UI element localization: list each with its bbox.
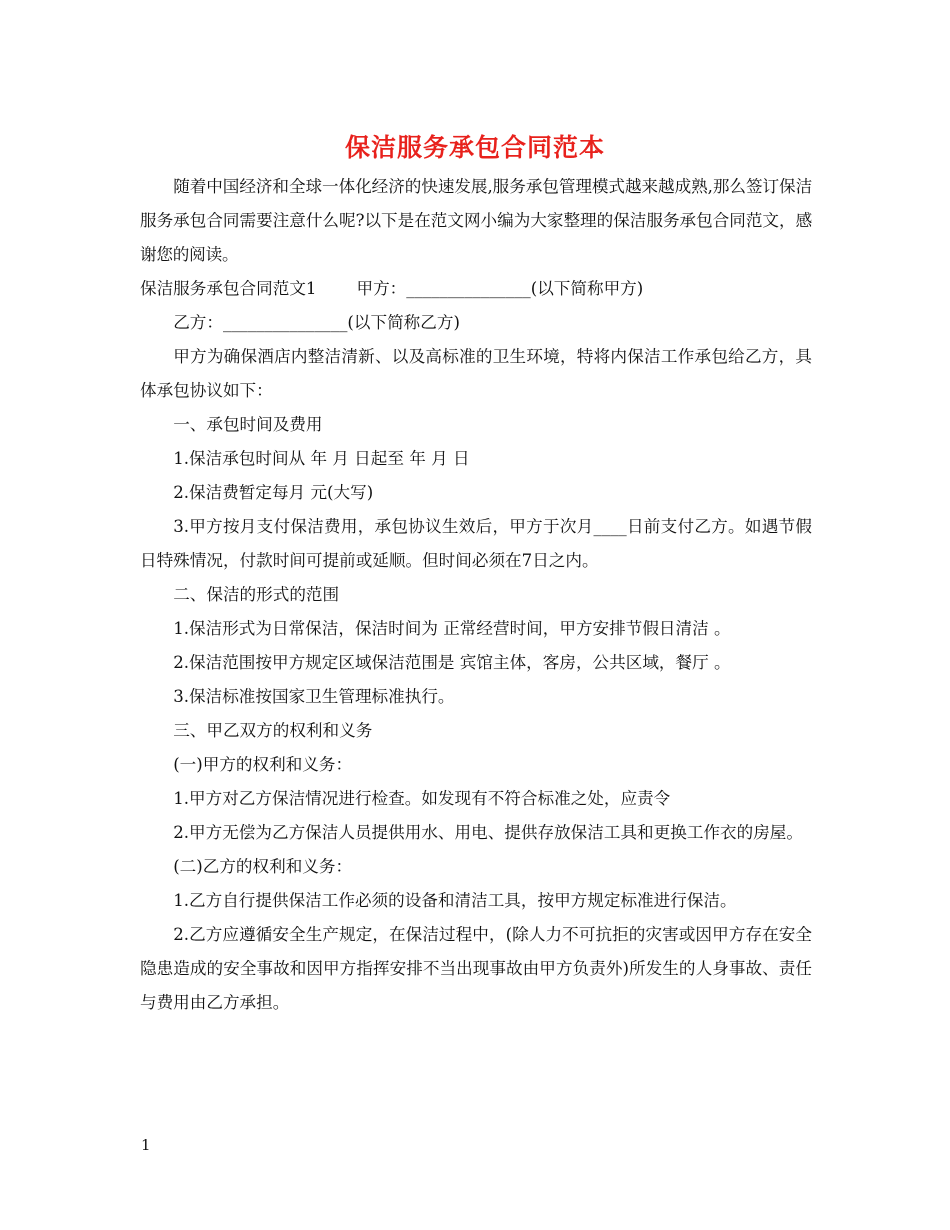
clause-item: 1.乙方自行提供保洁工作必须的设备和清洁工具，按甲方规定标准进行保洁。 <box>173 891 737 910</box>
section-heading: 一、承包时间及费用 <box>173 415 323 434</box>
clause-item: 3.保洁标准按国家卫生管理标准执行。 <box>173 687 455 706</box>
clause-item: 1.保洁形式为日常保洁，保洁时间为 正常经营时间，甲方安排节假日清洁 。 <box>173 619 731 638</box>
party-b-line: 乙方：_______________(以下简称乙方) <box>173 313 460 332</box>
clause-item: 2.保洁费暂定每月 元(大写) <box>173 483 374 502</box>
section-heading: 二、保洁的形式的范围 <box>173 585 340 604</box>
section-heading: 三、甲乙双方的权利和义务 <box>173 721 373 740</box>
document-title: 保洁服务承包合同范本 <box>344 133 605 162</box>
page-number: 1 <box>141 1136 151 1154</box>
clause-item: 3.甲方按月支付保洁费用，承包协议生效后，甲方于次月____日前支付乙方。如遇节假日特殊情况，付款时间可提前或延顺。但时间必须在7日之内。 <box>140 517 812 570</box>
document-body <box>140 170 812 1020</box>
intro-paragraph: 随着中国经济和全球一体化经济的快速发展,服务承包管理模式越来越成熟,那么签订保洁服务承包合同需要注意什么呢?以下是在范文网小编为大家整理的保洁服务承包合同范文，感谢您的阅读。 <box>140 177 812 264</box>
party-a-line: 甲方：_______________(以下简称甲方) <box>356 279 644 298</box>
clause-item: 2.乙方应遵循安全生产规定，在保洁过程中，(除人力不可抗拒的灾害或因甲方存在安全隐患造成的安全事故和因甲方指挥安排不当出现事故由甲方负责外)所发生的人身事故、责任与费用由乙方承担。 <box>140 925 812 1012</box>
sample-label: 保洁服务承包合同范文1 <box>140 279 317 298</box>
sample-party-a-line <box>140 272 812 306</box>
clause-item: 1.甲方对乙方保洁情况进行检查。如发现有不符合标准之处，应责令 <box>173 789 671 808</box>
clause-item: 2.保洁范围按甲方规定区域保洁范围是 宾馆主体，客房，公共区域，餐厅 。 <box>173 653 731 672</box>
clause-item: 2.甲方无偿为乙方保洁人员提供用水、用电、提供存放保洁工具和更换工作衣的房屋。 <box>173 823 803 842</box>
preamble-paragraph: 甲方为确保酒店内整洁清新、以及高标准的卫生环境，特将内保洁工作承包给乙方，具体承包协议如下： <box>140 347 812 400</box>
subsection-heading: (二)乙方的权利和义务： <box>173 857 353 876</box>
subsection-heading: (一)甲方的权利和义务： <box>173 755 353 774</box>
clause-item: 1.保洁承包时间从 年 月 日起至 年 月 日 <box>173 449 470 468</box>
